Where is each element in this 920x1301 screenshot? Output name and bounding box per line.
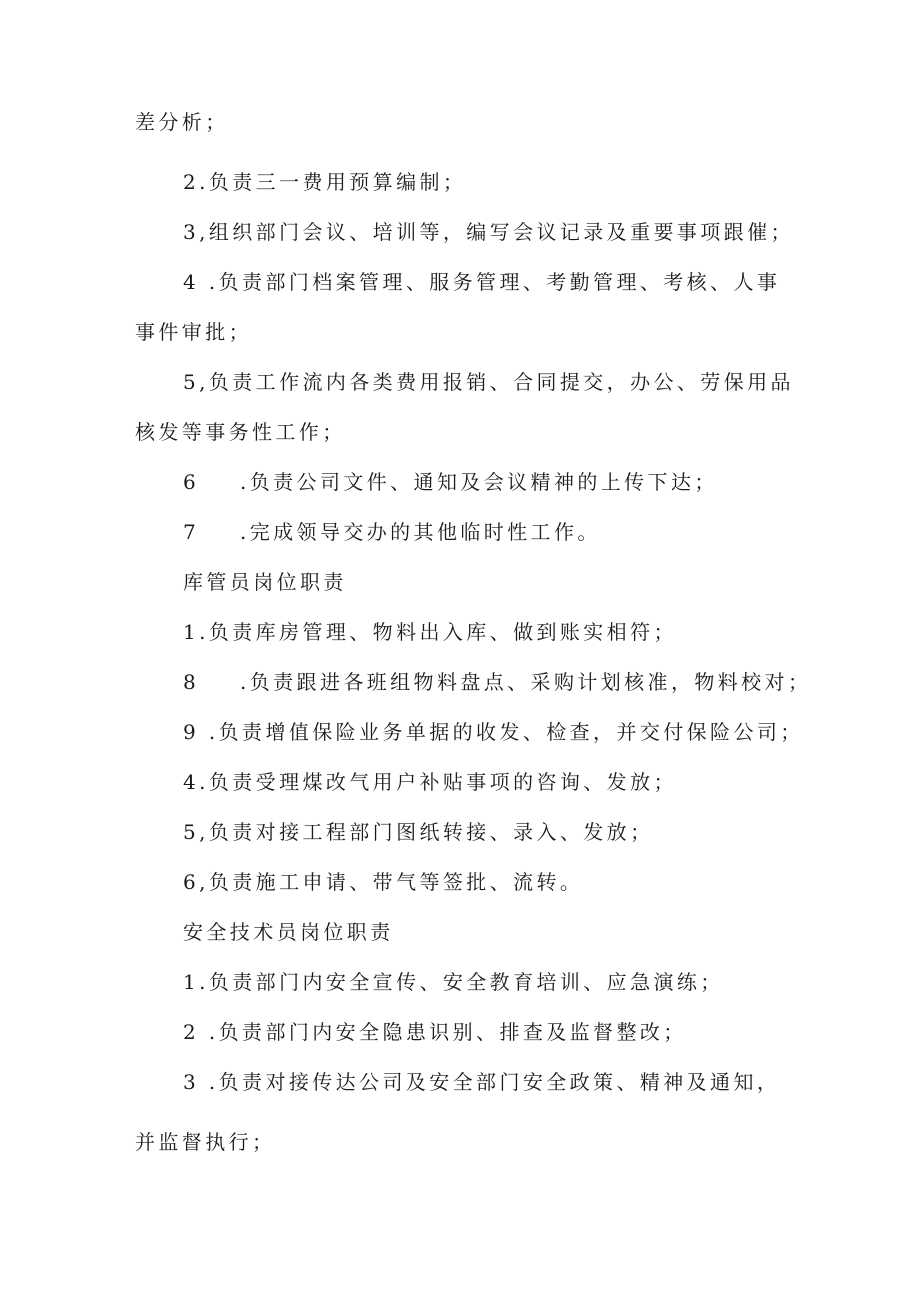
list-number: 6 — [183, 470, 200, 494]
text-line: 并监督执行； — [135, 1130, 276, 1154]
list-number: 7 — [183, 520, 200, 544]
text-line: 4.负责受理煤改气用户补贴事项的咨询、发放； — [183, 770, 677, 794]
text-line: 5,负责对接工程部门图纸转接、录入、发放； — [183, 820, 654, 844]
text-line: 2.负责三一费用预算编制； — [183, 170, 467, 194]
section-heading: 库管员岗位职责 — [183, 570, 347, 594]
text-line: 3,组织部门会议、培训等，编写会议记录及重要事项跟催； — [183, 220, 794, 244]
text-line: 核发等事务性工作； — [135, 420, 346, 444]
text-line: .完成领导交办的其他临时性工作。 — [240, 520, 601, 544]
text-line: 2 .负责部门内安全隐患识别、排查及监督整改； — [183, 1020, 687, 1044]
text-line: 1.负责部门内安全宣传、安全教育培训、应急演练； — [183, 970, 724, 994]
section-heading: 安全技术员岗位职责 — [183, 920, 394, 944]
text-line: 9 .负责增值保险业务单据的收发、检查，并交付保险公司； — [183, 720, 804, 744]
text-line: 1.负责库房管理、物料出入库、做到账实相符； — [183, 620, 677, 644]
text-line: .负责跟进各班组物料盘点、采购计划核准，物料校对； — [240, 670, 812, 694]
text-line: .负责公司文件、通知及会议精神的上传下达； — [240, 470, 718, 494]
text-line: 差分析； — [135, 110, 229, 134]
text-line: 5,负责工作流内各类费用报销、合同提交，办公、劳保用品 — [183, 370, 794, 394]
list-number: 8 — [183, 670, 200, 694]
text-line: 事件审批； — [135, 320, 252, 344]
text-line: 6,负责施工申请、带气等签批、流转。 — [183, 870, 584, 894]
text-line: 4 .负责部门档案管理、服务管理、考勤管理、考核、人事 — [183, 270, 781, 294]
text-line: 3 .负责对接传达公司及安全部门安全政策、精神及通知， — [183, 1070, 781, 1094]
